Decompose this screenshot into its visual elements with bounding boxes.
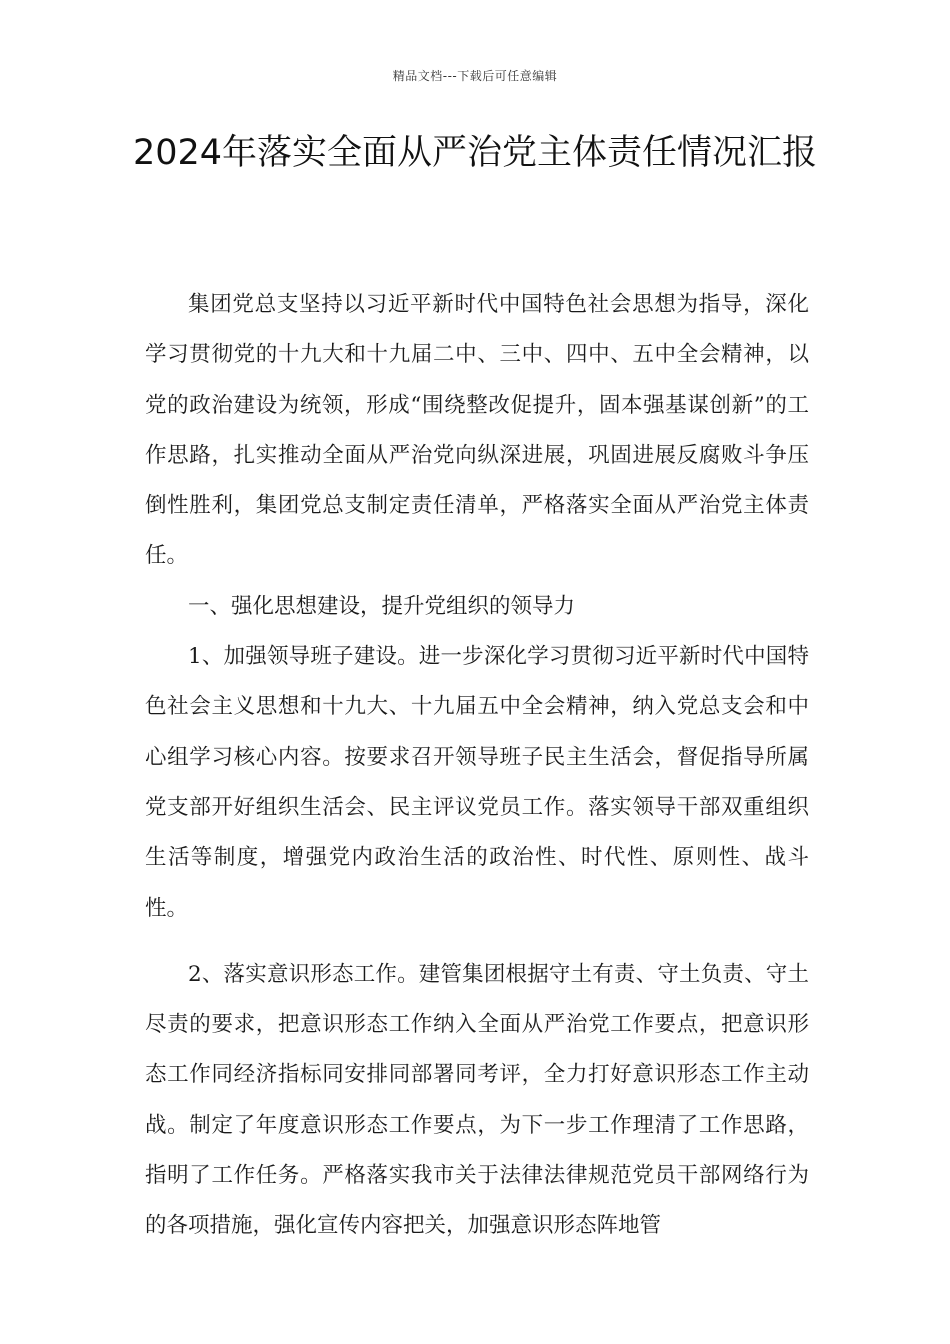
- header-note: 精品文档---下载后可任意编辑: [392, 69, 558, 83]
- paragraph-intro: 集团党总支坚持以习近平新时代中国特色社会思想为指导，深化学习贯彻党的十九大和十九届二中、三中、四中、五中全会精神，以党的政治建设为统领，形成“围绕整改促提升，固本强基谋创新”的工作思路，扎实推动全面从严治党向纵深进展，巩固进展反腐败斗争压倒性胜利，集团党总支制定责任清单，严格落实全面从严治党主体责任。: [145, 292, 809, 569]
- document-body: [145, 280, 809, 1252]
- document-title: 2024年落实全面从严治党主体责任情况汇报: [132, 133, 818, 173]
- paragraph-item-1: 1、加强领导班子建设。进一步深化学习贯彻习近平新时代中国特色社会主义思想和十九大、十九届五中全会精神，纳入党总支会和中心组学习核心内容。按要求召开领导班子民主生活会，督促指导所属党支部开好组织生活会、民主评议党员工作。落实领导干部双重组织生活等制度，增强党内政治生活的政治性、时代性、原则性、战斗性。: [145, 644, 809, 921]
- paragraph-item-2: 2、落实意识形态工作。建管集团根据守土有责、守土负责、守土尽责的要求，把意识形态工作纳入全面从严治党工作要点，把意识形态工作同经济指标同安排同部署同考评，全力打好意识形态工作主动战。制定了年度意识形态工作要点，为下一步工作理清了工作思路，指明了工作任务。严格落实我市关于法律法律规范党员干部网络行为的各项措施，强化宣传内容把关，加强意识形态阵地管: [145, 961, 809, 1239]
- section-heading-1: 一、强化思想建设，提升党组织的领导力: [188, 593, 576, 619]
